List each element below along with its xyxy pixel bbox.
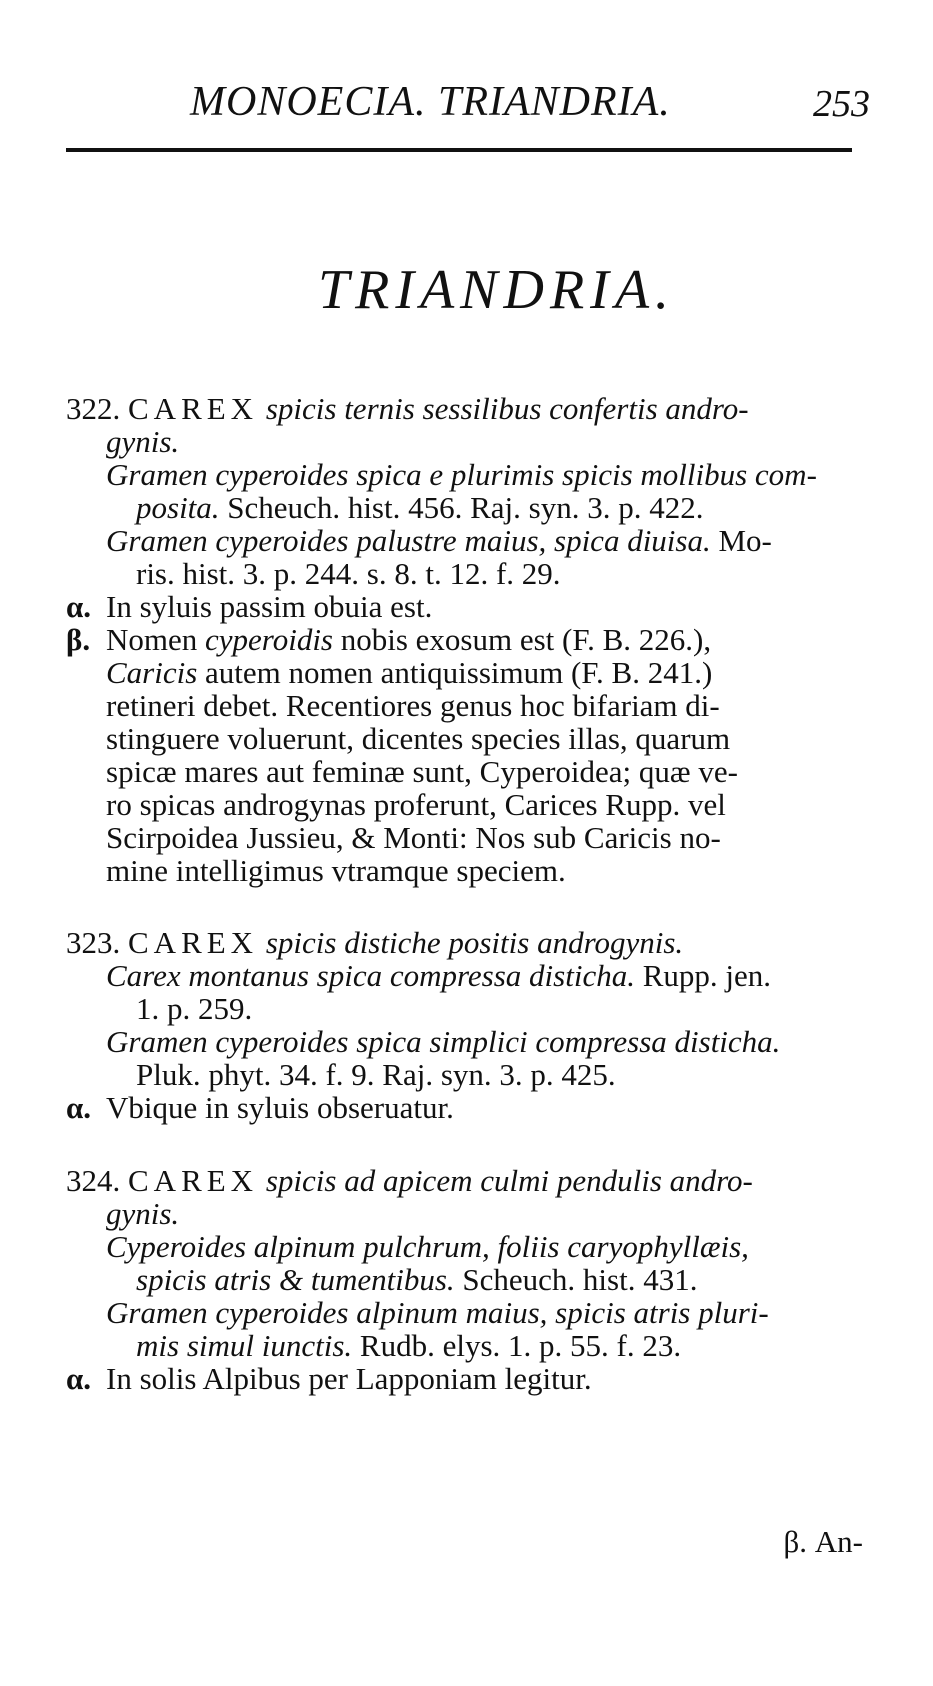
habitat-text: In syluis passim obuia est.	[106, 589, 433, 624]
synonym	[66, 1025, 876, 1058]
header-rule	[66, 148, 852, 152]
note-text-italic: Caricis	[106, 655, 198, 690]
page-number: 253	[813, 83, 870, 125]
synonym	[66, 458, 876, 491]
synonym-continued	[66, 1263, 876, 1296]
synonym-name: Gramen cyperoides alpinum maius, spicis atris pluri-	[106, 1295, 769, 1330]
section-title: TRIANDRIA.	[317, 259, 676, 321]
synonym-continued	[66, 1329, 876, 1362]
entry-323	[66, 926, 876, 1124]
habitat-text: Vbique in syluis obseruatur.	[106, 1090, 454, 1125]
genus-name: CAREX	[128, 391, 259, 426]
habitat-note	[66, 1091, 876, 1124]
note-text: Nomen	[106, 622, 206, 657]
synonym-name: Carex montanus spica compressa disticha.	[106, 958, 635, 993]
synonym-continued: Pluk. phyt. 34. f. 9. Raj. syn. 3. p. 425.	[136, 1057, 616, 1092]
diagnosis-continued: gynis.	[106, 424, 180, 459]
synonym-name: spicis atris & tumentibus.	[136, 1262, 455, 1297]
note-text: autem nomen antiquissimum (F. B. 241.)	[197, 655, 713, 690]
habitat-note	[66, 590, 876, 623]
synonym-continued	[66, 491, 876, 524]
synonym-reference: Rudb. elys. 1. p. 55. f. 23.	[352, 1328, 682, 1363]
synonym-name: Gramen cyperoides spica simplici compressa disticha.	[106, 1024, 781, 1059]
diagnosis: spicis distiche positis androgynis.	[265, 925, 684, 960]
beta-marker: β.	[66, 622, 91, 657]
note-line: mine intelligimus vtramque speciem.	[106, 853, 566, 888]
synonym-name: Gramen cyperoides palustre maius, spica diuisa.	[106, 523, 711, 558]
note-line: stinguere voluerunt, dicentes species illas, quarum	[106, 721, 731, 756]
synonym-name: mis simul iunctis.	[136, 1328, 353, 1363]
entry-number: 323.	[66, 925, 121, 960]
synonym-reference: Mo-	[710, 523, 772, 558]
observation-note	[66, 623, 876, 656]
habitat-text: In solis Alpibus per Lapponiam legitur.	[106, 1361, 592, 1396]
habitat-note	[66, 1362, 876, 1395]
alpha-marker: α.	[66, 1361, 92, 1396]
entry-heading	[66, 926, 876, 959]
entry-322	[66, 392, 876, 887]
entry-number: 322.	[66, 391, 121, 426]
entry-number: 324.	[66, 1163, 121, 1198]
genus-name: CAREX	[128, 1163, 259, 1198]
note-line: ro spicas androgynas proferunt, Carices Rupp. vel	[106, 787, 726, 822]
synonym-name: Cyperoides alpinum pulchrum, foliis caryophyllæis,	[106, 1229, 749, 1264]
entry-324	[66, 1164, 876, 1395]
synonym-name: posita.	[136, 490, 220, 525]
synonym	[66, 1230, 876, 1263]
diagnosis-continued: gynis.	[106, 1196, 180, 1231]
running-head	[190, 78, 870, 138]
synonym	[66, 524, 876, 557]
entry-heading	[66, 392, 876, 425]
note-line: Scirpoidea Jussieu, & Monti: Nos sub Caricis no-	[106, 820, 721, 855]
synonym	[66, 1296, 876, 1329]
alpha-marker: α.	[66, 1090, 92, 1125]
synonym	[66, 959, 876, 992]
note-line	[66, 656, 876, 689]
synonym-continued: 1. p. 259.	[136, 991, 253, 1026]
note-line: retineri debet. Recentiores genus hoc bifariam di-	[106, 688, 720, 723]
diagnosis: spicis ternis sessilibus confertis andro-	[265, 391, 749, 426]
synonym-name: Gramen cyperoides spica e plurimis spicis mollibus com-	[106, 457, 817, 492]
note-text-italic: cyperoidis	[205, 622, 333, 657]
note-text: nobis exosum est (F. B. 226.),	[333, 622, 712, 657]
alpha-marker: α.	[66, 589, 92, 624]
synonym-reference: Scheuch. hist. 456. Raj. syn. 3. p. 422.	[219, 490, 704, 525]
genus-name: CAREX	[128, 925, 259, 960]
running-title: MONOECIA. TRIANDRIA.	[190, 79, 671, 125]
diagnosis: spicis ad apicem culmi pendulis andro-	[265, 1163, 753, 1198]
note-line: spicæ mares aut feminæ sunt, Cyperoidea; quæ ve-	[106, 754, 738, 789]
synonym-continued: ris. hist. 3. p. 244. s. 8. t. 12. f. 29.	[136, 556, 561, 591]
synonym-reference: Rupp. jen.	[634, 958, 772, 993]
entry-heading	[66, 1164, 876, 1197]
synonym-reference: Scheuch. hist. 431.	[454, 1262, 698, 1297]
catchword: β. An-	[783, 1524, 863, 1559]
